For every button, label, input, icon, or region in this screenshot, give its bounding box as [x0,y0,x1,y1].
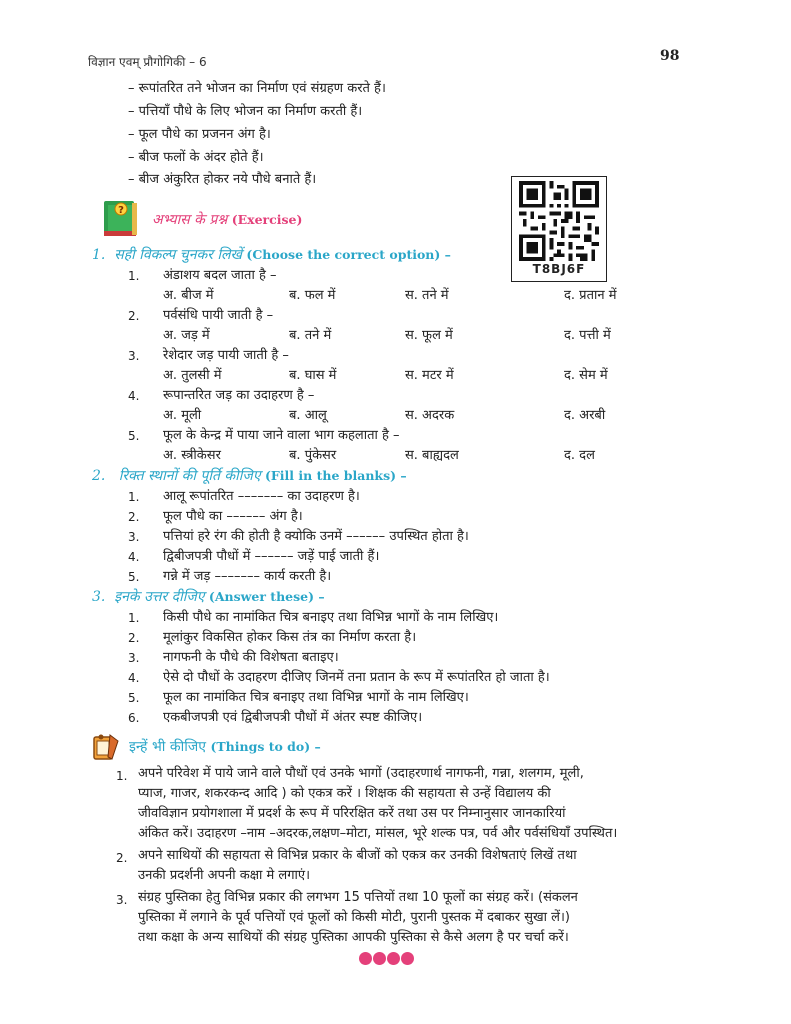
option-c: स. मटर में [405,368,454,383]
question-text: पर्वसंधि पायी जाती है – [163,308,274,323]
activity-line: अपने परिवेश में पाये जाने वाले पौधों एवं उनके भागों (उदाहरणार्थ नागफनी, गन्ना, शलगम, मूली, [138,766,584,781]
section1-number: 1. [92,247,106,263]
option-c: स. अदरक [405,408,455,423]
activity-line: अपने साथियों की सहायता से विभिन्न प्रकार के बीजों को एकत्र कर उनकी विशेषताएं लिखें तथा [138,848,577,863]
qr-code-label: T8BJ6F [532,262,586,276]
blank-text: आलू रूपांतरित ––––––– का उदाहरण है। [163,489,360,504]
page-number: 98 [660,48,680,64]
answer-question-number: 2. [128,631,140,645]
summary-point: – बीज फलों के अंदर होते हैं। [128,150,264,165]
question-number: 2. [128,309,140,323]
question-number: 3. [128,349,140,363]
answer-question-text: नागफनी के पौधे की विशेषता बताइए। [163,650,339,665]
answer-question-number: 4. [128,671,140,685]
blank-text: द्विबीजपत्री पौधों में –––––– जड़ें पाई जाती हैं। [163,549,380,564]
activity-number: 1. [116,769,128,783]
option-a: अ. बीज में [163,288,214,303]
section3-heading [92,587,325,606]
section2-heading [92,466,407,485]
option-d: द. अरबी [564,408,606,423]
summary-point: – बीज अंकुरित होकर नये पौधे बनाते हैं। [128,172,317,187]
section3-number: 3. [92,589,106,605]
question-text: अंडाशय बदल जाता है – [163,268,277,283]
option-c: स. तने में [405,288,449,303]
blank-text: पत्तियां हरे रंग की होती है क्योकि उनमें –––––– उपस्थित होता है। [163,529,469,544]
answer-question-text: फूल का नामांकित चित्र बनाइए तथा विभिन्न भागों के नाम लिखिए। [163,690,469,705]
option-b: ब. आलू [289,408,327,423]
blank-number: 5. [128,570,140,584]
section3-title-en: (Answer these) – [208,589,325,604]
activity-line: पुस्तिका में लगाने के पूर्व पत्तियों एवं फूलों को किसी मोटी, पुरानी पुस्तक में दबाकर सुखा लें।) [138,910,570,925]
summary-point: – फूल पौधे का प्रजनन अंग है। [128,127,271,142]
section2-number: 2. [92,468,106,484]
question-number: 4. [128,389,140,403]
option-a: अ. तुलसी में [163,368,222,383]
option-d: द. दल [564,448,595,463]
summary-point: – पत्तियाँ पौधे के लिए भोजन का निर्माण करती हैं। [128,104,363,119]
blank-number: 1. [128,490,140,504]
answer-question-number: 5. [128,691,140,705]
section1-heading [92,245,451,264]
answer-question-number: 3. [128,651,140,665]
activity-number: 3. [116,893,128,907]
summary-point: – रूपांतरित तने भोजन का निर्माण एवं संग्रहण करते हैं। [128,81,386,96]
question-text: रूपान्तरित जड़ का उदाहरण है – [163,388,315,403]
activity-line: तथा कक्षा के अन्य साथियों की संग्रह पुस्तिका आपकी पुस्तिका से कैसे अलग है पर चर्चा करें। [138,930,569,945]
question-number: 1. [128,269,140,283]
option-c: स. फूल में [405,328,453,343]
option-b: ब. घास में [289,368,337,383]
exercise-book-icon [100,195,144,239]
section1-title-en: (Choose the correct option) – [246,247,451,262]
activity-line: जीवविज्ञान प्रयोगशाला में प्रदर्श के रूप में परिरक्षित करें तथा उस पर निम्नानुसार जानकारियां [138,806,566,821]
svg-text:?: ? [118,205,124,216]
answer-question-text: एकबीजपत्री एवं द्विबीजपत्री पौधों में अंतर स्पष्ट कीजिए। [163,710,423,725]
option-d: द. पत्ती में [564,328,611,343]
things-title-hi: इन्हें भी कीजिए [129,739,206,755]
activity-line: अंकित करें। उदाहरण –नाम –अदरक,लक्षण–मोटा, मांसल, भूरे शल्क पत्र, पर्व और पर्वसंधियाँ उपस्थित। [138,826,618,841]
section2-title-hi: रिक्त स्थानों की पूर्ति कीजिए [118,468,261,484]
section2-title-en: (Fill in the blanks) – [265,468,407,483]
exercise-heading-hi: अभ्यास के प्रश्न [152,212,228,228]
decorative-dot [401,952,414,965]
qr-code-pattern [517,181,601,261]
things-title-en: (Things to do) – [210,739,321,754]
answer-question-text: किसी पौधे का नामांकित चित्र बनाइए तथा विभिन्न भागों के नाम लिखिए। [163,610,499,625]
book-title: विज्ञान एवम् प्रौगोगिकी – 6 [88,55,207,69]
exercise-heading-en: (Exercise) [231,212,303,227]
activity-icon [90,731,122,763]
blank-text: फूल पौधे का –––––– अंग है। [163,509,303,524]
answer-question-text: ऐसे दो पौधों के उदाहरण दीजिए जिनमें तना प्रतान के रूप में रूपांतरित हो जाता है। [163,670,550,685]
answer-question-number: 6. [128,711,140,725]
qr-code[interactable] [511,176,607,282]
things-heading [129,737,321,756]
option-c: स. बाह्यदल [405,448,459,463]
answer-question-text: मूलांकुर विकसित होकर किस तंत्र का निर्माण करता है। [163,630,417,645]
question-text: फूल के केन्द्र में पाया जाने वाला भाग कहलाता है – [163,428,400,443]
decorative-dot [373,952,386,965]
blank-number: 2. [128,510,140,524]
question-number: 5. [128,429,140,443]
option-a: अ. मूली [163,408,202,423]
blank-number: 4. [128,550,140,564]
activity-line: संग्रह पुस्तिका हेतु विभिन्न प्रकार की लगभग 15 पत्तियों तथा 10 फूलों का संग्रह करें। (संकलन [138,890,578,905]
option-a: अ. जड़ में [163,328,210,343]
activity-line: उनकी प्रदर्शनी अपनी कक्षा मे लगाएं। [138,868,311,883]
option-a: अ. स्त्रीकेसर [163,448,221,463]
section1-title-hi: सही विकल्प चुनकर लिखें [114,247,242,263]
option-d: द. सेम में [564,368,608,383]
option-b: ब. फल में [289,288,336,303]
decorative-dot [387,952,400,965]
option-b: ब. तने में [289,328,332,343]
exercise-heading [152,210,302,229]
option-b: ब. पुंकेसर [289,448,337,463]
option-d: द. प्रतान में [564,288,617,303]
section3-title-hi: इनके उत्तर दीजिए [114,589,205,605]
answer-question-number: 1. [128,611,140,625]
question-text: रेशेदार जड़ पायी जाती है – [163,348,289,363]
decorative-dot [359,952,372,965]
activity-number: 2. [116,851,128,865]
blank-text: गन्ने में जड़ ––––––– कार्य करती है। [163,569,332,584]
blank-number: 3. [128,530,140,544]
activity-line: प्याज, गाजर, शकरकन्द आदि ) को एकत्र करें । शिक्षक की सहायता से उन्हें विद्यालय की [138,786,551,801]
